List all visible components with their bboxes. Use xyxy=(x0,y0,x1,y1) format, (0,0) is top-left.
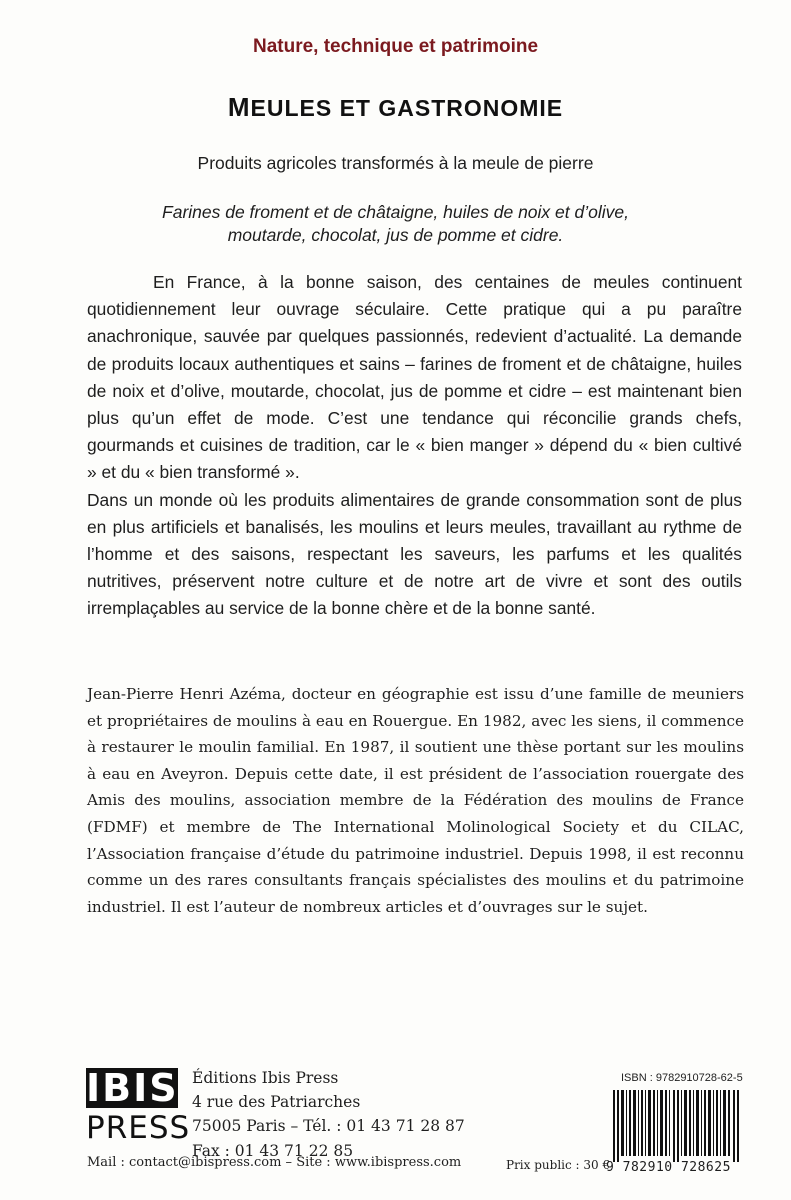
book-title xyxy=(0,92,791,123)
isbn-label: ISBN : 9782910728-62-5 xyxy=(621,1072,743,1084)
contact-line: Mail : contact@ibispress.com – Site : www.ibispress.com xyxy=(87,1155,462,1170)
publisher-city-phone: 75005 Paris – Tél. : 01 43 71 28 87 xyxy=(192,1117,465,1136)
barcode-digits: 9 782910 728625 xyxy=(606,1160,731,1175)
title-rest: EULES ET GASTRONOMIE xyxy=(250,95,564,121)
tagline-line-2: moutarde, chocolat, jus de pomme et cidre. xyxy=(227,225,564,245)
publisher-logo xyxy=(86,1066,191,1150)
italic-tagline xyxy=(0,201,791,247)
author-bio: Jean-Pierre Henri Azéma, docteur en géographie est issu d’une famille de meuniers et propriétaires de moulins à eau en Rouergue. En 1982, avec les siens, il commence à restaurer le moulin familial. En 1987, il soutient une thèse portant sur les moulins à eau en Aveyron. Depuis cette date, il est président de l’association rouergate des Amis des moulins, association membre de la Fédération des moulins de France (FDMF) et membre de The International Molinological Society et du CILAC, l’Association française d’étude du patrimoine industriel. Depuis 1998, il est reconnu comme un des rares consultants français spécialistes des moulins et du patrimoine industriel. Il est l’auteur de nombreux articles et d’ouvrages sur le sujet. xyxy=(87,685,744,916)
publisher-address xyxy=(192,1066,465,1163)
book-subtitle: Produits agricoles transformés à la meule de pierre xyxy=(197,153,594,173)
back-cover-text xyxy=(87,269,742,623)
title-initial: M xyxy=(227,92,251,122)
logo-ibis-text: IBIS xyxy=(86,1066,179,1110)
series-title: Nature, technique et patrimoine xyxy=(252,36,539,57)
body-paragraph-2: Dans un monde où les produits alimentaires de grande consommation sont de plus en plus artificiels et banalisés, les moulins et leurs meules, travaillant au rythme de l’homme et des saisons, respectant les saveurs, les parfums et les qualités nutritives, préservent notre culture et de notre art de vivre et sont des outils irremplaçables au service de la bonne chère et de la bonne santé. xyxy=(87,489,742,619)
barcode-icon xyxy=(613,1090,741,1162)
publisher-street: 4 rue des Patriarches xyxy=(192,1093,361,1112)
price-label: Prix public : 30 € xyxy=(506,1158,611,1172)
publisher-fax: Fax : 01 43 71 22 85 xyxy=(192,1141,354,1160)
body-paragraph-1: En France, à la bonne saison, des centaines de meules continuent quotidiennement leur ouvrage séculaire. Cette pratique qui a pu paraître anachronique, sauvée par quelques passionnés, redevient d’actualité. La demande de produits locaux authentiques et sains – farines de froment et de châtaigne, huiles de noix et d’olive, moutarde, chocolat, jus de pomme et cidre – est maintenant bien plus qu’un effet de mode. C’est une tendance qui réconcilie grands chefs, gourmands et cuisines de tradition, car le « bien manger » dépend du « bien cultivé » et du « bien transformé ». xyxy=(87,272,742,483)
logo-press-text: PRESS xyxy=(86,1110,191,1146)
publisher-name: Éditions Ibis Press xyxy=(192,1069,339,1087)
tagline-line-1: Farines de froment et de châtaigne, huiles de noix et d’olive, xyxy=(162,202,629,222)
